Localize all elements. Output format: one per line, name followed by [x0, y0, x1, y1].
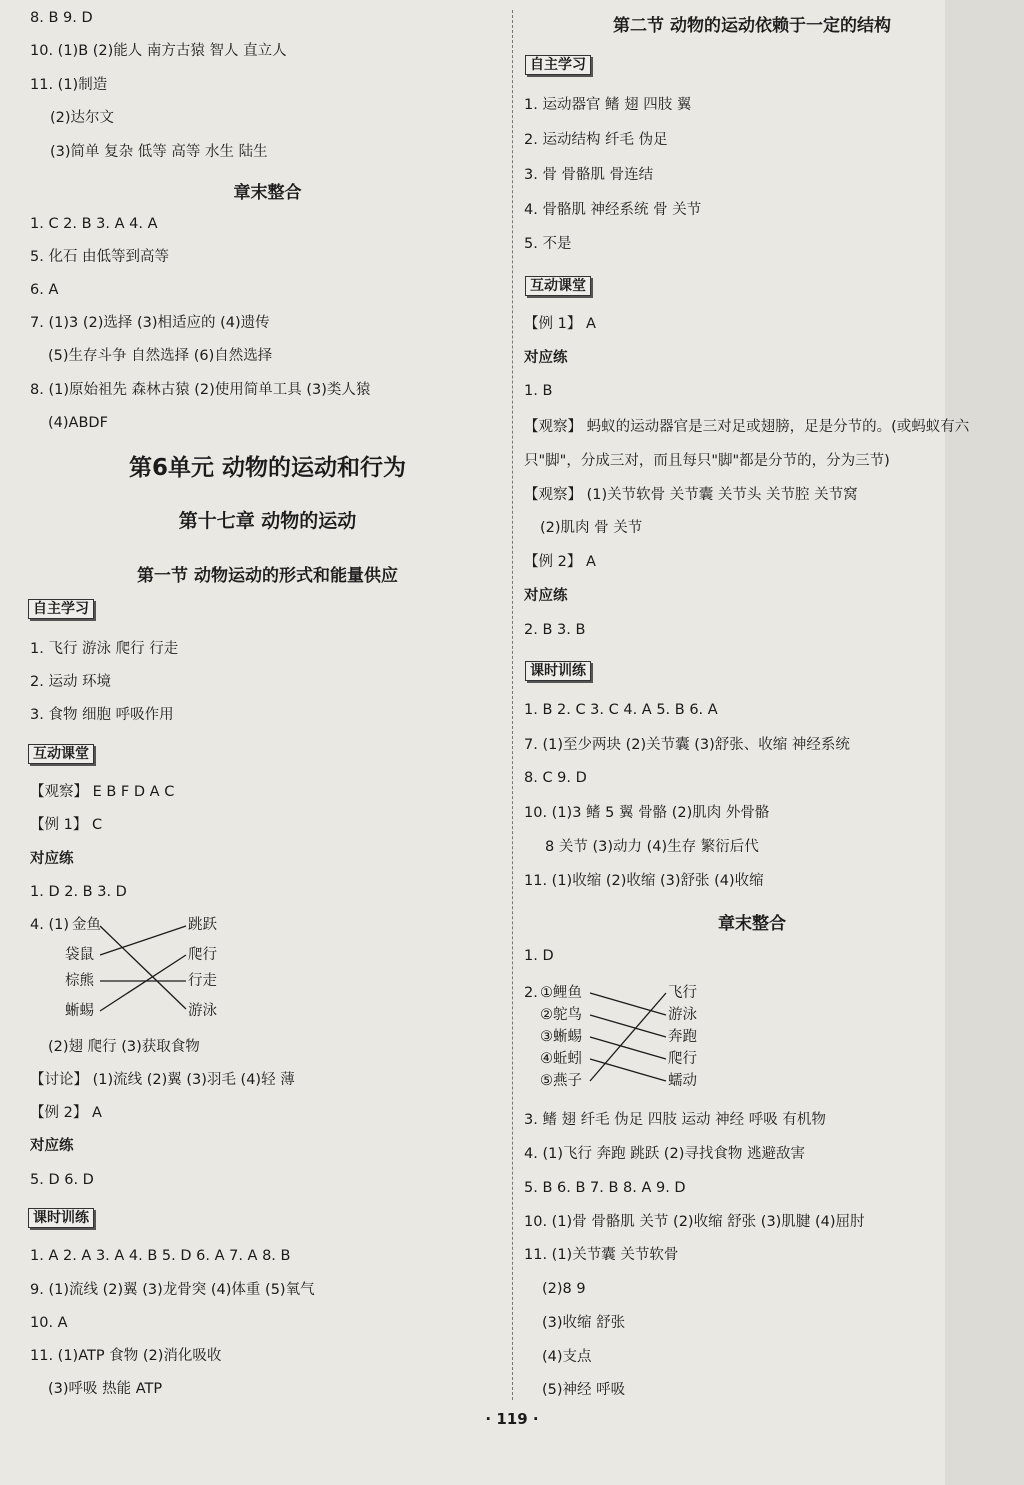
answer-line: 1. A 2. A 3. A 4. B 5. D 6. A 7. A 8. B [30, 1248, 291, 1264]
match-left-item: 袋鼠 [65, 947, 94, 963]
answer-line: 【例 1】 A [524, 316, 596, 332]
answer-line: 2. B 3. B [524, 622, 586, 638]
answer-line: 【观察】 E B F D A C [30, 784, 175, 800]
answer-line: 8 关节 (3)动力 (4)生存 繁衍后代 [545, 839, 759, 855]
answer-line: 【例 2】 A [524, 554, 596, 570]
answer-line: (4)支点 [542, 1349, 592, 1365]
summary-heading: 章末整合 [233, 183, 302, 203]
answer-line: 【观察】 (1)关节软骨 关节囊 关节头 关节腔 关节窝 [524, 487, 858, 503]
answer-line: (5)生存斗争 自然选择 (6)自然选择 [48, 348, 273, 364]
answer-line: 1. 运动器官 鳍 翅 四肢 翼 [524, 97, 692, 113]
match-left-item: ④蚯蚓 [540, 1051, 582, 1067]
self-study-label: 自主学习 [28, 599, 94, 619]
answer-line: (2)8 9 [542, 1281, 586, 1297]
answer-line: 10. (1)3 鳍 5 翼 骨骼 (2)肌肉 外骨骼 [524, 805, 770, 821]
answer-line: 1. 飞行 游泳 爬行 行走 [30, 641, 179, 657]
answer-line: (5)神经 呼吸 [542, 1382, 626, 1398]
match-right-item: 蠕动 [668, 1073, 697, 1089]
answer-line: (2)翅 爬行 (3)获取食物 [48, 1039, 200, 1055]
answer-line: 11. (1)制造 [30, 77, 108, 93]
section-title: 第二节 动物的运动依赖于一定的结构 [613, 16, 891, 36]
answer-line: 【例 1】 C [30, 817, 103, 833]
practice-label: 对应练 [30, 851, 74, 867]
answer-line: 1. D [524, 948, 554, 964]
answer-line: 只"脚"，分成三对，而且每只"脚"都是分节的，分为三节) [524, 453, 890, 469]
match-right-item: 爬行 [188, 947, 217, 963]
match-left-item: ⑤燕子 [540, 1073, 582, 1089]
answer-line: 3. 鳍 翅 纤毛 伪足 四肢 运动 神经 呼吸 有机物 [524, 1112, 826, 1128]
answer-line: (3)简单 复杂 低等 高等 水生 陆生 [50, 144, 268, 160]
practice-label: 对应练 [524, 588, 568, 604]
match-right-item: 飞行 [668, 985, 697, 1001]
lesson-training-label: 课时训练 [28, 1208, 94, 1228]
answer-line: 9. (1)流线 (2)翼 (3)龙骨突 (4)体重 (5)氧气 [30, 1282, 315, 1298]
answer-line: 8. (1)原始祖先 森林古猿 (2)使用简单工具 (3)类人猿 [30, 382, 371, 398]
answer-line: 10. A [30, 1315, 68, 1331]
match-prefix: 4. (1) [30, 917, 69, 933]
answer-line: 10. (1)骨 骨骼肌 关节 (2)收缩 舒张 (3)肌腱 (4)屈肘 [524, 1214, 865, 1230]
match-right-item: 奔跑 [668, 1029, 697, 1045]
practice-label: 对应练 [30, 1138, 74, 1154]
answer-line: 3. 食物 细胞 呼吸作用 [30, 707, 174, 723]
answer-line: (2)达尔文 [50, 110, 115, 126]
match-prefix: 2. [524, 985, 538, 1001]
match-right-item: 游泳 [668, 1007, 697, 1023]
answer-line: 11. (1)收缩 (2)收缩 (3)舒张 (4)收缩 [524, 873, 764, 889]
answer-line: 【讨论】 (1)流线 (2)翼 (3)羽毛 (4)轻 薄 [30, 1072, 295, 1088]
unit-title: 第6单元 动物的运动和行为 [128, 455, 406, 481]
answer-line: 7. (1)至少两块 (2)关节囊 (3)舒张、收缩 神经系统 [524, 737, 850, 753]
match-left-item: 棕熊 [65, 973, 94, 989]
answer-line: 5. 化石 由低等到高等 [30, 249, 170, 265]
answer-line: 5. B 6. B 7. B 8. A 9. D [524, 1180, 686, 1196]
answer-line: 2. 运动结构 纤毛 伪足 [524, 132, 668, 148]
answer-line: 3. 骨 骨骼肌 骨连结 [524, 167, 654, 183]
answer-line: 5. 不是 [524, 236, 572, 252]
answer-line: (4)ABDF [48, 415, 108, 431]
match-left-item: ①鲤鱼 [540, 985, 582, 1001]
answer-line: 6. A [30, 282, 59, 298]
self-study-label: 自主学习 [525, 55, 591, 75]
page-number: · 119 · [485, 1410, 539, 1428]
answer-line: 7. (1)3 (2)选择 (3)相适应的 (4)遗传 [30, 315, 270, 331]
answer-line: 1. B [524, 383, 553, 399]
chapter-title: 第十七章 动物的运动 [178, 510, 357, 532]
lesson-training-label: 课时训练 [525, 661, 591, 681]
practice-label: 对应练 [524, 350, 568, 366]
match-right-item: 行走 [188, 973, 217, 989]
answer-line: 11. (1)关节囊 关节软骨 [524, 1247, 679, 1263]
match-left-item: 金鱼 [72, 917, 101, 933]
answer-line: 5. D 6. D [30, 1172, 94, 1188]
answer-line: (3)收缩 舒张 [542, 1315, 626, 1331]
answer-line: 1. D 2. B 3. D [30, 884, 127, 900]
interactive-class-label: 互动课堂 [525, 276, 591, 296]
answer-line: 10. (1)B (2)能人 南方古猿 智人 直立人 [30, 43, 287, 59]
section-title: 第一节 动物运动的形式和能量供应 [137, 566, 398, 586]
match-right-item: 游泳 [188, 1003, 217, 1019]
match-right-item: 爬行 [668, 1051, 697, 1067]
summary-heading: 章末整合 [718, 914, 786, 934]
answer-line: (3)呼吸 热能 ATP [48, 1381, 163, 1397]
match-left-item: ②鸵鸟 [540, 1007, 582, 1023]
answer-line: 4. (1)飞行 奔跑 跳跃 (2)寻找食物 逃避敌害 [524, 1146, 805, 1162]
answer-line: 【观察】 蚂蚁的运动器官是三对足或翅膀，足是分节的。(或蚂蚁有六 [524, 419, 970, 435]
answer-line: 【例 2】 A [30, 1105, 102, 1121]
answer-line: 8. B 9. D [30, 10, 93, 26]
match-right-item: 跳跃 [188, 917, 217, 933]
answer-line: 4. 骨骼肌 神经系统 骨 关节 [524, 202, 702, 218]
match-left-item: 蜥蜴 [65, 1003, 94, 1019]
interactive-class-label: 互动课堂 [28, 744, 94, 764]
answer-line: 11. (1)ATP 食物 (2)消化吸收 [30, 1348, 222, 1364]
answer-line: 1. B 2. C 3. C 4. A 5. B 6. A [524, 702, 718, 718]
match-left-item: ③蜥蜴 [540, 1029, 582, 1045]
answer-line: (2)肌肉 骨 关节 [540, 520, 643, 536]
answer-line: 1. C 2. B 3. A 4. A [30, 216, 158, 232]
answer-line: 8. C 9. D [524, 770, 587, 786]
answer-line: 2. 运动 环境 [30, 674, 112, 690]
